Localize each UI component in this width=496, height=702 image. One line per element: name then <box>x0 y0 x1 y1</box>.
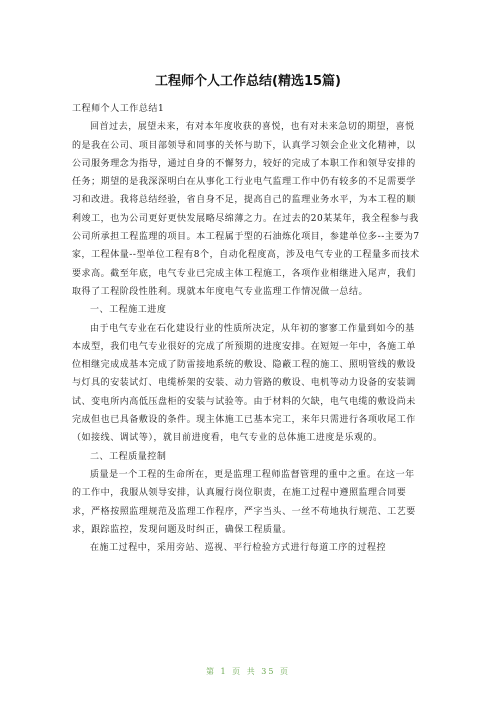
paragraph-quality: 质量是一个工程的生命所在，更是监理工程师监督管理的重中之重。在这一年的工作中，我服从领导安排，认真履行岗位职责，在施工过程中遵照监理合同要求，严格按照监理规范及监理工作程序，严字当头、一丝不苟地执行规范、工艺要求，跟踪监控，发现问题及时纠正，确保工程质量。 <box>72 469 416 535</box>
document-body <box>72 100 424 557</box>
section-heading-progress: 一、工程施工进度 <box>90 305 167 316</box>
page-title: 工程师个人工作总结(精选15篇) <box>155 74 341 89</box>
paragraph-process-control: 在施工过程中，采用旁站、巡视、平行检验方式进行每道工序的过程控 <box>90 543 387 554</box>
section-subtitle: 工程师个人工作总结1 <box>72 104 165 114</box>
section-heading-quality: 二、工程质量控制 <box>90 451 167 462</box>
paragraph-progress: 由于电气专业在石化建设行业的性质所决定，从年初的寥寥工作量到如今的基本成型，我们电气专业很好的完成了所预期的进度安排。在短短一年中，各施工单位相继完成成基本完成了防雷接地系统的敷设、隐蔽工程的施工、照明管线的敷设与灯具的安装试灯、电缆桥架的安装、动力管路的敷设、电机等动力设备的安装调试、变电所内高低压盘柜的安装与试验等。由于材料的欠缺，电气电缆的敷设尚未完成但也已具备敷设的条件。现主体施工已基本完工，来年只需进行各项收尾工作（如接线、调试等），就目前进度看，电气专业的总体施工进度是乐观的。 <box>72 323 416 444</box>
page-number-footer: 第 1 页 共 35 页 <box>206 667 290 676</box>
paragraph-intro: 回首过去，展望未来，有对本年度收获的喜悦，也有对未来急切的期望，喜悦的是我在公司、项目部领导和同事的关怀与助下，认真学习领会企业文化精神，以公司服务理念为指导，通过自身的不懈努力，较好的完成了本职工作和领导安排的任务；期望的是我深深明白在从事化工行业电气监理工作中仍有较多的不足需要学习和改进。我将总结经验，省自身不足，提高自己的监理业务水平，为本工程的顺利竣工，也为公司更好更快发展略尽绵薄之力。在过去的20某某年，我全程参与我公司所承担工程监理的项目。本工程属于型的石油炼化项目，参建单位多--主要为7家，工程体量--型单位工程有8个，自动化程度高，涉及电气专业的工程量多而技术要求高。截至年底，电气专业已完成主体工程施工，各项作业相继进入尾声，我们取得了工程阶段性胜利。现就本年度电气专业监理工作情况做一总结。 <box>72 122 420 297</box>
